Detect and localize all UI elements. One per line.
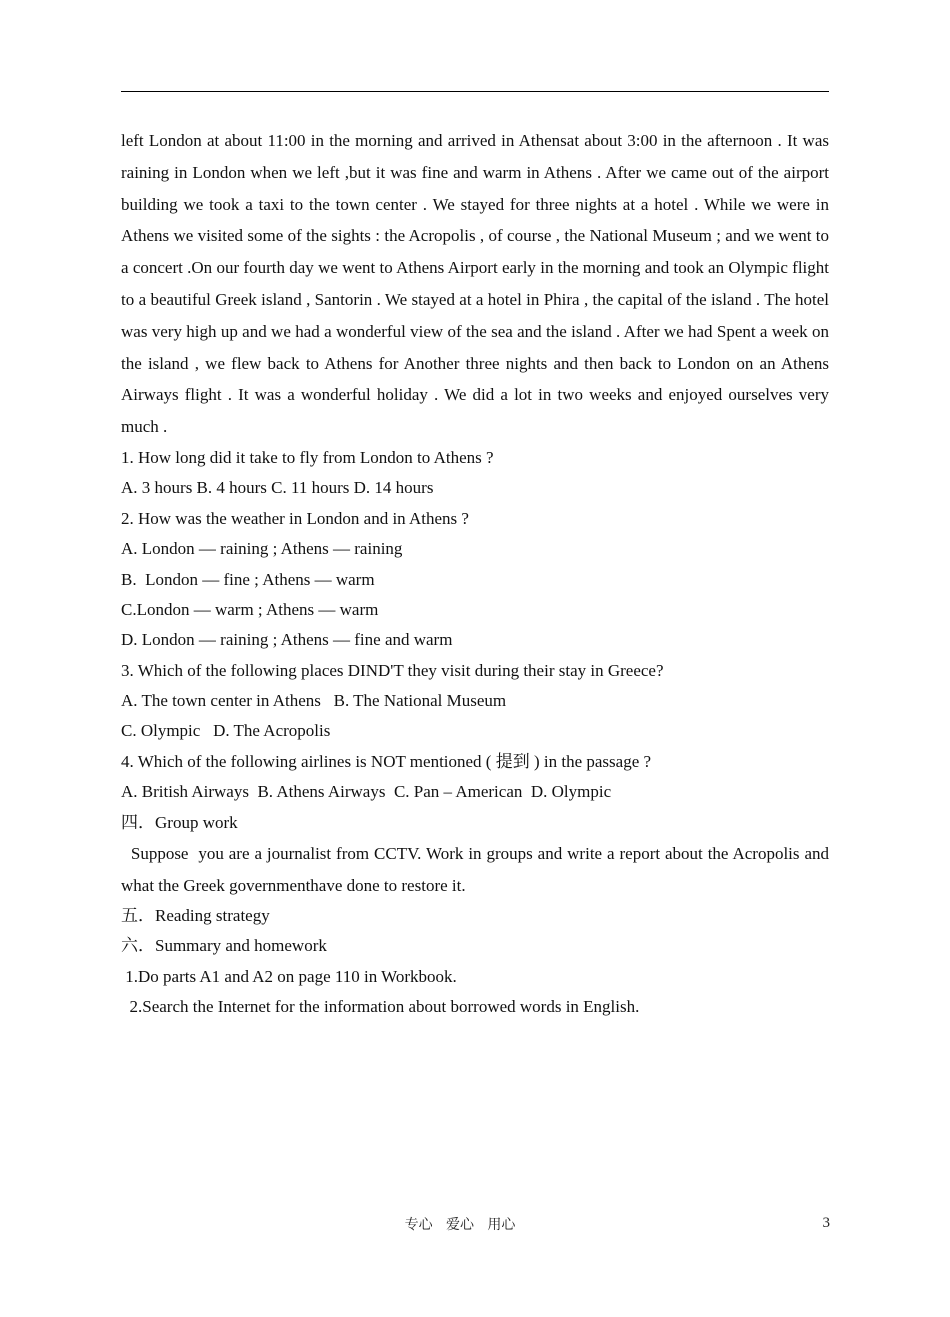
question-4-options: A. British Airways B. Athens Airways C. Pan – American D. Olympic [121,782,612,802]
group-work-text: Suppose you are a journalist from CCTV. Work in groups and write a report about the Acropolis and what the Greek governmenthave done to restore it. [121,844,834,895]
question-3-options-cd: C. Olympic D. The Acropolis [121,721,331,741]
question-1: 1. How long did it take to fly from London to Athens ? [121,447,494,467]
homework-item-1: 1.Do parts A1 and A2 on page 110 in Workbook. [121,966,457,986]
question-1-options: A. 3 hours B. 4 hours C. 11 hours D. 14 hours [121,478,434,498]
reading-strategy-heading: 五．Reading strategy [121,906,270,926]
homework-item-2: 2.Search the Internet for the information about borrowed words in English. [121,997,640,1017]
summary-heading: 六．Summary and homework [121,936,327,956]
page-number: 3 [822,1215,830,1231]
question-2: 2. How was the weather in London and in Athens ? [121,508,469,528]
header-rule [121,91,829,92]
question-2-option-d: D. London — raining ; Athens — fine and warm [121,630,453,650]
reading-passage: left London at about 11:00 in the morning and arrived in Athensat about 3:00 in the afternoon . It was raining in London when we left ,but it was fine and warm in Athens . After we came out of the airport building we took a taxi to the town center . We stayed for three nights at a hotel . While we were in Athens we visited some of the sights : the Acropolis , of course , the National Museum ; and we went to a concert .On our fourth day we went to Athens Airport early in the morning and took an Olympic flight to a beautiful Greek island , Santorin . We stayed at a hotel in Phira , the capital of the island . The hotel was very high up and we had a wonderful view of the sea and the island . After we had Spent a week on the island , we flew back to Athens for Another three nights and then back to London on an Athens Airways flight . It was a wonderful holiday . We did a lot in two weeks and enjoyed ourselves very much . [121,131,829,437]
question-2-option-b: B. London — fine ; Athens — warm [121,569,375,589]
footer-motto: 专心 爱心 用心 [404,1217,516,1233]
question-2-option-a: A. London — raining ; Athens — raining [121,539,403,559]
page-content [121,125,834,1023]
question-4: 4. Which of the following airlines is NOT mentioned ( 提到 ) in the passage ? [121,751,652,771]
question-3-options-ab: A. The town center in Athens B. The National Museum [121,691,507,711]
question-3: 3. Which of the following places DIND'T they visit during their stay in Greece? [121,660,664,680]
question-2-option-c: C.London — warm ; Athens — warm [121,599,379,619]
group-work-heading: 四．Group work [121,812,238,832]
